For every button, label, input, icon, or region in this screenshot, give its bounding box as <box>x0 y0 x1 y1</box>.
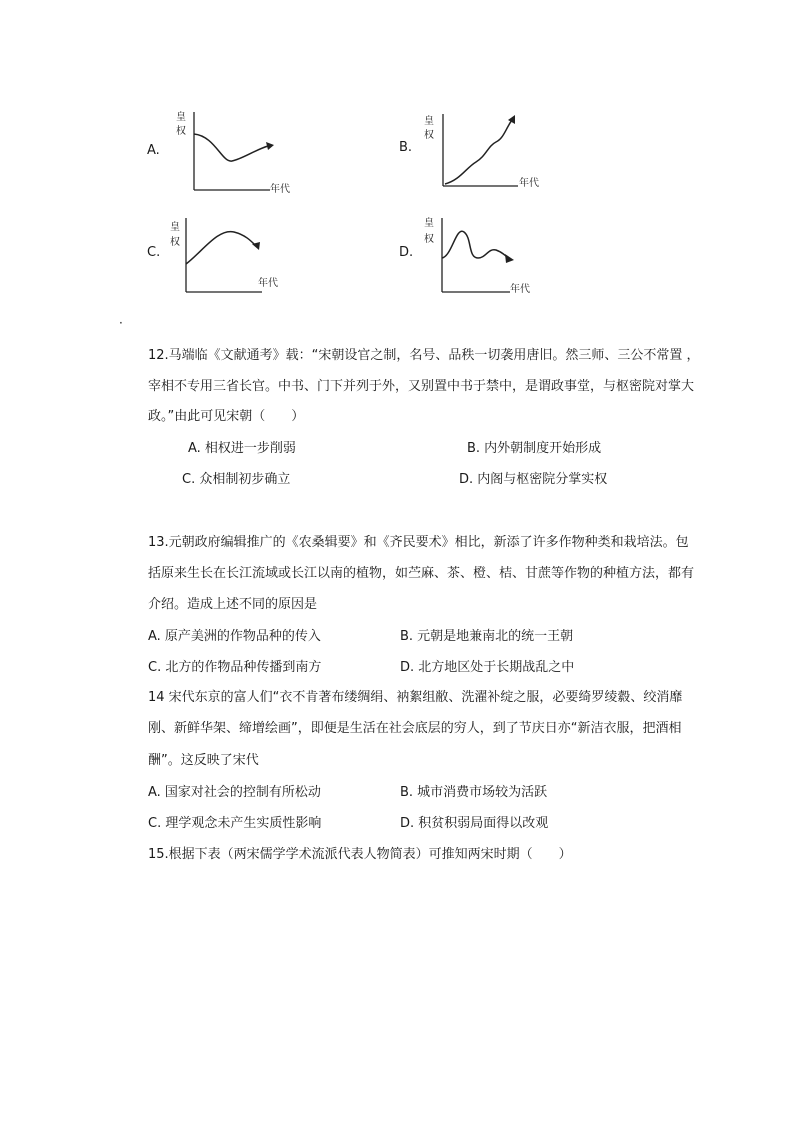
chart-d-arrowhead <box>505 254 514 263</box>
q12-option-b[interactable]: B. 内外朝制度开始形成 <box>467 441 602 456</box>
chart-a-arrowhead <box>266 142 274 150</box>
q13-option-b[interactable]: B. 元朝是地兼南北的统一王朝 <box>400 629 574 644</box>
chart-b-arrowhead <box>508 115 515 124</box>
chart-b-xlabel: 年代 <box>519 178 539 189</box>
q12-option-c[interactable]: C. 众相制初步确立 <box>182 472 291 487</box>
q14-option-c[interactable]: C. 理学观念未产生实质性影响 <box>148 816 322 831</box>
chart-c-ylabel-2: 权 <box>170 237 180 248</box>
q13-option-a[interactable]: A. 原产美洲的作物品种的传入 <box>148 629 321 644</box>
chart-b-letter: B. <box>399 140 413 155</box>
chart-a-ylabel-2: 权 <box>176 126 186 137</box>
chart-c <box>162 212 302 302</box>
chart-d-curve <box>442 231 508 258</box>
chart-b-curve <box>445 120 512 184</box>
q12-option-a[interactable]: A. 相权进一步削弱 <box>188 441 296 456</box>
q13-line-1: 13.元朝政府编辑推广的《农桑辑要》和《齐民要术》相比，新添了许多作物种类和栽培法。包 <box>148 535 689 550</box>
q14-option-a[interactable]: A. 国家对社会的控制有所松动 <box>148 785 321 800</box>
chart-c-ylabel-1: 皇 <box>170 222 180 233</box>
q14-line-1: 14 宋代东京的富人们“衣不肯著布缕绸绢、衲絮组敝、洗濯补绽之服，必要绮罗绫縠、绞消靡 <box>148 690 683 705</box>
q13-line-3: 介绍。造成上述不同的原因是 <box>148 597 318 612</box>
chart-b-ylabel-1: 皇 <box>424 116 434 127</box>
chart-a-letter: A. <box>147 143 160 158</box>
chart-d-ylabel-2: 权 <box>424 234 434 245</box>
q13-option-c[interactable]: C. 北方的作物品种传播到南方 <box>148 660 322 675</box>
chart-d <box>418 212 558 302</box>
chart-a-curve <box>194 134 268 161</box>
q14-line-3: 酬”。这反映了宋代 <box>148 753 259 768</box>
q12-option-d[interactable]: D. 内阁与枢密院分掌实权 <box>459 472 608 487</box>
q14-line-2: 刚、新鲜华架、缔增绘画”，即便是生活在社会底层的穷人，到了节庆日亦“新洁衣服，把酒相 <box>148 721 682 736</box>
chart-d-ylabel-1: 皇 <box>424 218 434 229</box>
chart-d-xlabel: 年代 <box>510 284 530 295</box>
q12-line-2: 宰相不专用三省长官。中书、门下并列于外，又别置中书于禁中，是谓政事堂，与枢密院对掌大 <box>148 379 695 394</box>
q14-option-d[interactable]: D. 积贫积弱局面得以改观 <box>400 816 549 831</box>
q15-line-1: 15.根据下表（两宋儒学学术流派代表人物简表）可推知两宋时期（ ） <box>148 847 572 862</box>
q13-line-2: 括原来生长在长江流域或长江以南的植物，如苎麻、茶、橙、桔、甘蔗等作物的种植方法，都有 <box>148 566 695 581</box>
q13-option-d[interactable]: D. 北方地区处于长期战乱之中 <box>400 660 575 675</box>
chart-c-letter: C. <box>147 245 161 260</box>
q12-line-3: 政。”由此可见宋朝（ ） <box>148 409 305 424</box>
chart-b-ylabel-2: 权 <box>424 130 434 141</box>
q14-option-b[interactable]: B. 城市消费市场较为活跃 <box>400 785 548 800</box>
chart-a-ylabel-1: 皇 <box>176 112 186 123</box>
q12-line-1: 12.马端临《文献通考》载：“宋朝设官之制，名号、品秩一切袭用唐旧。然三师、三公不常置 ， <box>148 348 700 363</box>
chart-c-xlabel: 年代 <box>258 278 278 289</box>
chart-d-letter: D. <box>399 245 414 260</box>
chart-a-xlabel: 年代 <box>270 184 290 195</box>
chart-c-curve <box>186 232 256 264</box>
chart-b <box>418 108 558 198</box>
separator-dot: · <box>119 316 123 330</box>
chart-a <box>170 108 310 198</box>
